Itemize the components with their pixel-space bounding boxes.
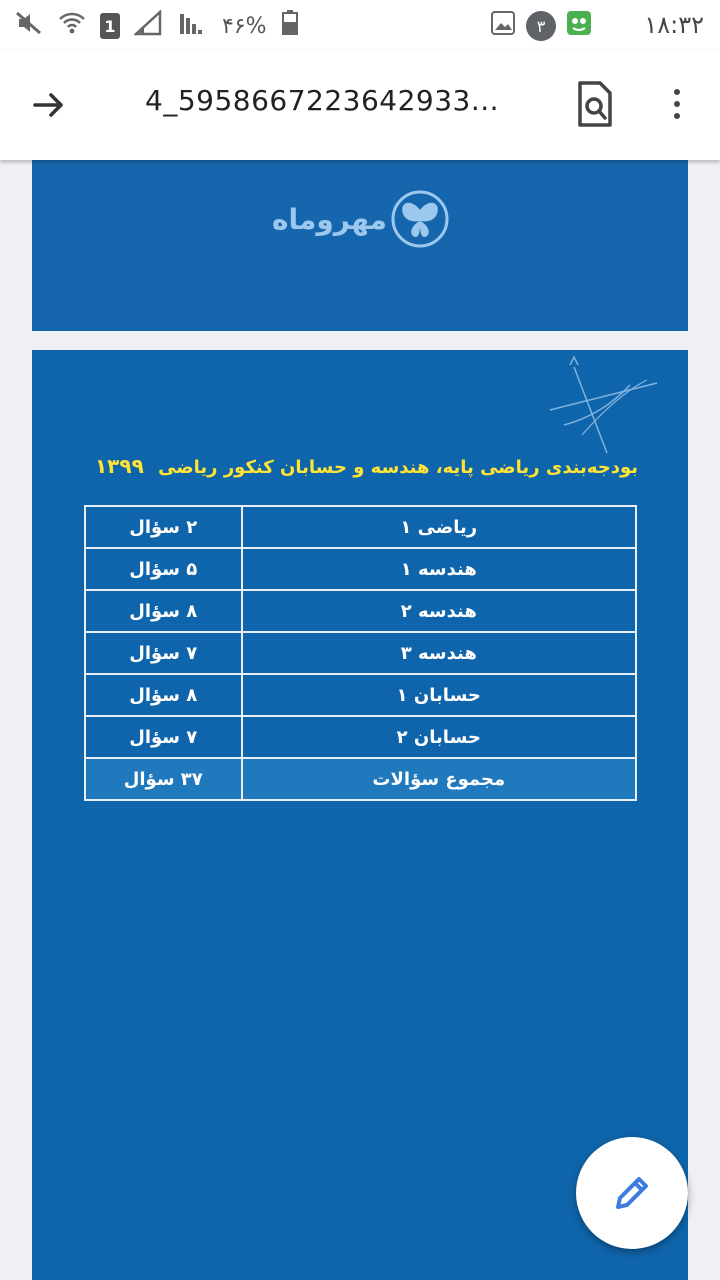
- count-cell: ۵ سؤال: [85, 548, 242, 590]
- status-bar: [0, 0, 720, 50]
- graph-decoration-icon: [542, 355, 667, 455]
- budget-heading-text: بودجه‌بندی ریاضی پایه، هندسه و حسابان کنکور ریاضی: [158, 457, 638, 478]
- table-row: [85, 506, 636, 548]
- status-right-icons: [490, 10, 592, 42]
- count-cell: ۸ سؤال: [85, 590, 242, 632]
- table-row: [85, 548, 636, 590]
- count-cell: ۲ سؤال: [85, 506, 242, 548]
- app-icon: [566, 10, 592, 42]
- gallery-icon: [490, 10, 516, 42]
- mute-icon: [14, 10, 44, 42]
- budget-heading-year: ۱۳۹۹: [94, 454, 144, 478]
- app-toolbar: [0, 50, 720, 160]
- total-label-cell: مجموع سؤالات: [242, 758, 636, 800]
- battery-icon: [281, 10, 299, 42]
- count-cell: ۷ سؤال: [85, 716, 242, 758]
- find-in-document-icon: [572, 80, 616, 128]
- document-page-logo: [32, 160, 688, 331]
- arrow-right-icon: [31, 87, 67, 123]
- signal-icon: [134, 10, 164, 42]
- notification-badge: ۳: [526, 11, 556, 41]
- subject-cell: حسابان ۲: [242, 716, 636, 758]
- count-cell: ۷ سؤال: [85, 632, 242, 674]
- find-in-document-button[interactable]: [572, 80, 616, 128]
- table-row: [85, 590, 636, 632]
- mehromah-logo: [272, 190, 449, 248]
- wifi-icon: [58, 10, 86, 42]
- logo-text: مهروماه: [272, 202, 388, 236]
- document-page-budget: [32, 350, 688, 1280]
- sim-number: 1: [104, 16, 116, 36]
- table-row: [85, 632, 636, 674]
- more-vert-icon: [674, 89, 680, 95]
- table-row: [85, 674, 636, 716]
- butterfly-icon: [391, 190, 449, 248]
- more-options-button[interactable]: [662, 80, 692, 128]
- budget-heading: [95, 454, 638, 478]
- status-time: ۱۸:۳۲: [644, 11, 704, 39]
- subject-cell: هندسه ۳: [242, 632, 636, 674]
- table-row: [85, 716, 636, 758]
- subject-cell: حسابان ۱: [242, 674, 636, 716]
- status-left-icons: [14, 10, 299, 42]
- edit-pencil-icon: [612, 1173, 652, 1213]
- back-button[interactable]: [26, 82, 72, 128]
- subject-cell: ریاضی ۱: [242, 506, 636, 548]
- sim-icon: [100, 13, 120, 39]
- battery-percent: ۴۶%: [222, 13, 267, 39]
- count-cell: ۸ سؤال: [85, 674, 242, 716]
- subject-cell: هندسه ۱: [242, 548, 636, 590]
- edit-fab-button[interactable]: [576, 1137, 688, 1249]
- total-count-cell: ۳۷ سؤال: [85, 758, 242, 800]
- signal-bars-icon: [178, 10, 208, 42]
- budget-table: [84, 505, 637, 801]
- table-total-row: [85, 758, 636, 800]
- document-title: 4_5958667223642933...: [145, 84, 500, 117]
- subject-cell: هندسه ۲: [242, 590, 636, 632]
